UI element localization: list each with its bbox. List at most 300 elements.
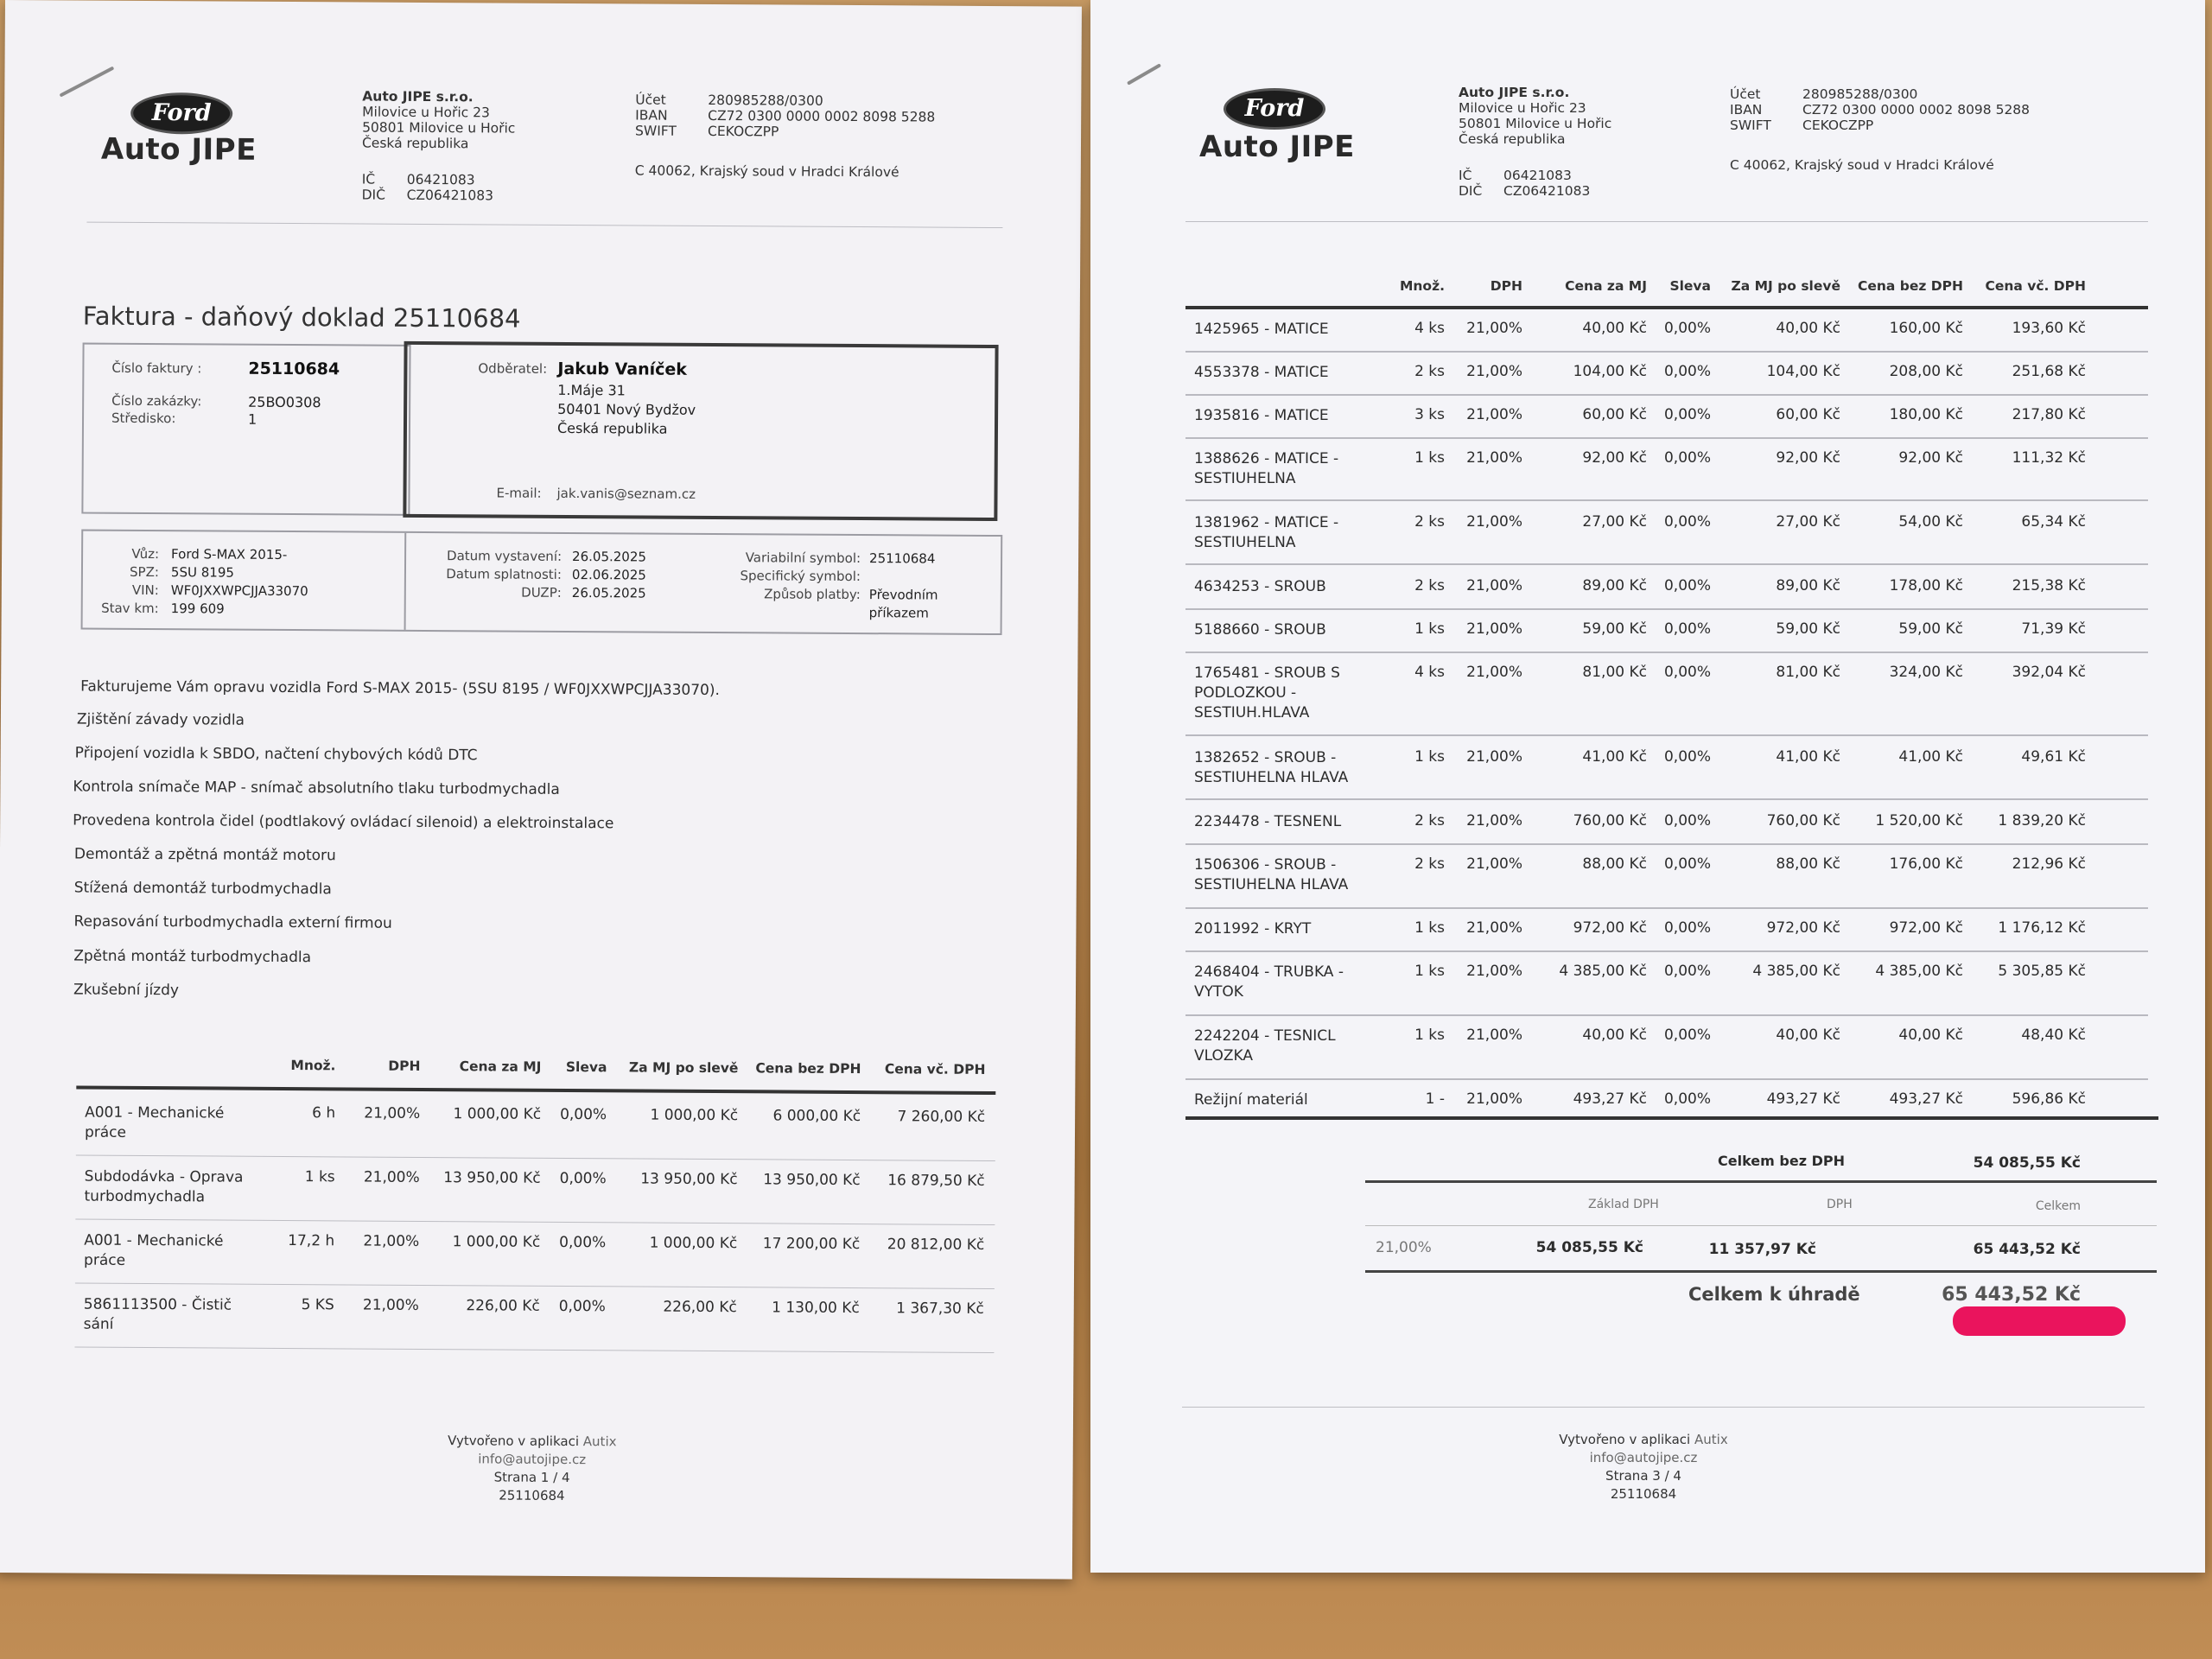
item-cena: 40,00 Kč [1582, 1027, 1647, 1044]
iban-label: IBAN [635, 107, 668, 124]
item-cena: 13 950,00 Kč [443, 1169, 541, 1187]
dph-value: 11 357,97 Kč [1708, 1241, 1816, 1258]
col-mnoz: Množ. [1399, 278, 1445, 294]
item-dph: 21,00% [1466, 363, 1522, 380]
item-po: 27,00 Kč [1776, 513, 1840, 531]
col-sleva: Sleva [1669, 278, 1711, 294]
col-cena-mj: Cena za MJ [1565, 278, 1647, 294]
col-bez-dph: Cena bez DPH [755, 1060, 861, 1077]
footer1-created: Vytvořeno v aplikaci [448, 1433, 580, 1450]
item-vc: 5 305,85 Kč [1998, 963, 2086, 980]
item-po: 59,00 Kč [1776, 620, 1840, 638]
work-step: Provedena kontrola čidel (podtlakový ovládací silenoid) a elektroinstalace [73, 811, 614, 833]
item-name [1194, 748, 1384, 788]
row-divider [1185, 1014, 2148, 1016]
item-name-line1: 4634253 - SROUB [1194, 578, 1326, 595]
item-bez: 1 130,00 Kč [772, 1299, 860, 1318]
item-po: 40,00 Kč [1776, 320, 1840, 337]
cislo-faktury-label: Číslo faktury : [111, 359, 202, 377]
item-dph: 21,00% [1466, 513, 1522, 531]
zp-value-1: Převodním [868, 587, 938, 603]
company-country: Česká republika [361, 135, 469, 152]
ic-value: 06421083 [406, 171, 475, 188]
work-step: Zpětná montáž turbodmychadla [73, 947, 312, 967]
duzp-value: 26.05.2025 [571, 585, 646, 601]
item-bez: 324,00 Kč [1889, 664, 1963, 681]
totals-rule-2 [1365, 1225, 2157, 1226]
court-registration: C 40062, Krajský soud v Hradci Králové [634, 162, 899, 181]
item-vc: 1 176,12 Kč [1998, 919, 2086, 937]
item-qty: 4 ks [1414, 664, 1445, 681]
item-qty: 4 ks [1414, 320, 1445, 337]
item-bez: 41,00 Kč [1898, 748, 1963, 766]
item-po: 60,00 Kč [1776, 406, 1840, 423]
item-name-line2: turbodmychadla [84, 1187, 206, 1206]
item-qty: 2 ks [1414, 363, 1445, 380]
k-uhrade-label: Celkem k úhradě [1688, 1284, 1860, 1305]
item-sleva: 0,00% [1663, 513, 1711, 531]
item-sleva: 0,00% [1663, 620, 1711, 638]
item-sleva: 0,00% [1663, 812, 1711, 830]
work-step: Kontrola snímače MAP - snímač absolutního tlaku turbodmychadla [73, 778, 560, 798]
customer-country: Česká republika [556, 419, 668, 437]
row-divider [1185, 652, 2148, 653]
item-cena: 1 000,00 Kč [453, 1105, 542, 1123]
item-dph: 21,00% [1466, 1090, 1522, 1108]
item-sleva: 0,00% [1663, 577, 1711, 594]
item-name-line1: 2011992 - KRYT [1194, 920, 1312, 938]
item-dph: 21,00% [363, 1168, 420, 1186]
item-po: 41,00 Kč [1776, 748, 1840, 766]
item-sleva: 0,00% [1663, 664, 1711, 681]
info-box-divider [404, 533, 407, 630]
footer1-doc-number: 25110684 [499, 1487, 565, 1503]
ucet-label: Účet [635, 92, 666, 108]
item-vc: 217,80 Kč [2012, 406, 2086, 423]
work-step: Demontáž a zpětná montáž motoru [73, 845, 336, 865]
company-name: Auto JIPE s.r.o. [362, 88, 474, 105]
item-bez: 17 200,00 Kč [762, 1235, 861, 1254]
item-bez: 176,00 Kč [1889, 855, 1963, 873]
footer3-email: info@autojipe.cz [1589, 1450, 1698, 1465]
staple-mark [1127, 63, 1161, 85]
item-name-line1: 1382652 - SROUB - [1194, 749, 1337, 766]
row-divider [1185, 843, 2148, 845]
zaklad-dph-value: 54 085,55 Kč [1535, 1239, 1643, 1256]
col-dph: DPH [1490, 278, 1522, 294]
company-country: Česká republika [1459, 131, 1566, 147]
item-name [1194, 449, 1384, 489]
item-cena: 59,00 Kč [1582, 620, 1647, 638]
item-cena: 104,00 Kč [1573, 363, 1647, 380]
vystaveni-value: 26.05.2025 [572, 549, 647, 565]
item-name [1194, 406, 1384, 426]
work-step: Repasování turbodmychadla externí firmou [73, 912, 392, 932]
item-cena: 226,00 Kč [466, 1297, 540, 1315]
col-za-mj-po-sleve: Za MJ po slevě [628, 1059, 739, 1077]
item-bez: 92,00 Kč [1898, 449, 1963, 467]
item-qty: 1 - [1425, 1090, 1445, 1108]
swift-value: CEKOCZPP [1802, 118, 1874, 133]
company-block [1459, 85, 1611, 147]
table3-bottom-rule [1185, 1116, 2158, 1120]
item-name [84, 1231, 257, 1272]
brand-name: Auto JIPE [100, 131, 257, 168]
item-dph: 21,00% [362, 1296, 419, 1314]
col-mnoz: Množ. [290, 1058, 336, 1074]
celkem-bez-dph-value: 54 085,55 Kč [1973, 1154, 2081, 1172]
item-bez: 1 520,00 Kč [1875, 812, 1963, 830]
item-name [1194, 1090, 1384, 1110]
row-divider [76, 1155, 995, 1161]
item-po: 493,27 Kč [1766, 1090, 1840, 1108]
vehicle-values [171, 545, 308, 619]
footer3-doc-number: 25110684 [1610, 1486, 1677, 1502]
item-sleva: 0,00% [1663, 748, 1711, 766]
item-po: 81,00 Kč [1776, 664, 1840, 681]
vat-rate: 21,00% [1376, 1239, 1432, 1256]
item-qty: 1 ks [1414, 919, 1445, 937]
k-uhrade-value: 65 443,52 Kč [1942, 1284, 2081, 1306]
item-po: 13 950,00 Kč [640, 1170, 738, 1189]
item-qty: 1 ks [1414, 963, 1445, 980]
item-name-line1: 2468404 - TRUBKA - [1194, 963, 1344, 981]
item-sleva: 0,00% [1663, 320, 1711, 337]
item-name-line1: 1935816 - MATICE [1194, 407, 1329, 424]
item-bez: 160,00 Kč [1889, 320, 1963, 337]
item-vc: 392,04 Kč [2012, 664, 2086, 681]
vuz-value: Ford S-MAX 2015- [171, 546, 288, 563]
item-vc: 1 367,30 Kč [896, 1300, 984, 1318]
row-divider [1185, 608, 2148, 610]
vin-value: WF0JXXWPCJJA33070 [170, 582, 308, 600]
item-vc: 16 879,50 Kč [887, 1172, 985, 1190]
swift-label: SWIFT [1730, 118, 1771, 133]
customer-street: 1.Máje 31 [557, 381, 626, 399]
ss-label: Specifický symbol: [740, 568, 861, 585]
ic-label: IČ [1459, 168, 1472, 183]
footer1-app: Autix [582, 1433, 617, 1450]
item-bez: 208,00 Kč [1889, 363, 1963, 380]
item-sleva: 0,00% [1663, 1090, 1711, 1108]
stredisko-value: 1 [247, 410, 257, 428]
payment-highlight-mark [1953, 1306, 2126, 1336]
staple-mark [59, 67, 114, 98]
zp-label: Způsob platby: [764, 586, 861, 603]
item-bez: 4 385,00 Kč [1875, 963, 1963, 980]
item-qty: 2 ks [1414, 812, 1445, 830]
item-bez: 40,00 Kč [1898, 1027, 1963, 1044]
company-name: Auto JIPE s.r.o. [1459, 85, 1570, 100]
item-dph: 21,00% [1466, 577, 1522, 594]
item-bez: 6 000,00 Kč [772, 1107, 861, 1126]
work-step: Připojení vozidla k SBDO, načtení chybových kódů DTC [74, 744, 478, 765]
item-cena: 41,00 Kč [1582, 748, 1647, 766]
item-bez: 180,00 Kč [1889, 406, 1963, 423]
row-divider [74, 1347, 994, 1353]
item-cena: 493,27 Kč [1573, 1090, 1647, 1108]
work-intro: Fakturujeme Vám opravu vozidla Ford S-MAX 2015- (5SU 8195 / WF0JXXWPCJJA33070). [80, 677, 720, 700]
item-dph: 21,00% [1466, 406, 1522, 423]
item-po: 88,00 Kč [1776, 855, 1840, 873]
ford-logo: Ford [130, 92, 232, 135]
vs-value: 25110684 [869, 550, 936, 567]
item-cena: 92,00 Kč [1582, 449, 1647, 467]
km-value: 199 609 [170, 601, 225, 617]
customer-box [403, 341, 998, 521]
item-name [85, 1103, 257, 1144]
item-name-line2: PODLOZKOU - [1194, 684, 1297, 702]
company-ids [362, 172, 494, 204]
row-divider [1185, 563, 2148, 565]
work-step: Zkušební jízdy [73, 981, 180, 1000]
header-divider [1185, 221, 2148, 222]
item-qty: 17,2 h [288, 1232, 335, 1250]
zp-value-2: příkazem [868, 605, 929, 621]
brand-name: Auto JIPE [1199, 130, 1355, 164]
cislo-faktury-value: 25110684 [248, 359, 340, 379]
iban-label: IBAN [1730, 102, 1763, 118]
item-name-line1: 2234478 - TESNENL [1194, 813, 1342, 830]
item-name-line1: A001 - Mechanické [85, 1103, 225, 1122]
item-sleva: 0,00% [1663, 1027, 1711, 1044]
item-sleva: 0,00% [560, 1105, 607, 1124]
company-block [362, 89, 516, 152]
item-name [84, 1295, 257, 1336]
item-vc: 212,96 Kč [2012, 855, 2086, 873]
celkem-label: Celkem [2035, 1199, 2081, 1213]
item-vc: 20 812,00 Kč [887, 1236, 985, 1254]
vehicle-info-box [81, 530, 1003, 636]
item-cena: 81,00 Kč [1582, 664, 1647, 681]
item-name-line2: sání [83, 1315, 114, 1333]
item-name-line1: Subdodávka - Oprava [84, 1167, 244, 1186]
item-cena: 27,00 Kč [1582, 513, 1647, 531]
item-cena: 88,00 Kč [1582, 855, 1647, 873]
item-name-line1: 4553378 - MATICE [1194, 364, 1329, 381]
splatnosti-label: Datum splatnosti: [446, 566, 563, 582]
item-name [84, 1167, 257, 1208]
item-bez: 13 950,00 Kč [763, 1171, 861, 1190]
item-name-line1: 5861113500 - Čistič [83, 1295, 232, 1314]
dic-label: DIČ [1459, 183, 1483, 199]
row-divider [1185, 499, 2148, 501]
col-cena-mj: Cena za MJ [459, 1058, 542, 1075]
ford-logo: Ford [1224, 88, 1325, 130]
totals-rule-1 [1365, 1180, 2157, 1183]
zaklad-dph-label: Základ DPH [1588, 1198, 1659, 1211]
company-addr1: Milovice u Hořic 23 [362, 104, 490, 121]
item-name [1194, 919, 1384, 939]
bank-block [1730, 86, 2030, 133]
swift-label: SWIFT [635, 123, 677, 139]
row-divider [1185, 734, 2148, 736]
col-sleva: Sleva [565, 1058, 607, 1076]
col-vc-dph: Cena vč. DPH [884, 1061, 986, 1077]
item-dph: 21,00% [1466, 664, 1522, 681]
item-name [1194, 664, 1384, 723]
item-vc: 215,38 Kč [2012, 577, 2086, 594]
item-bez: 59,00 Kč [1898, 620, 1963, 638]
ic-label: IČ [361, 171, 376, 188]
item-name-line2: práce [84, 1123, 127, 1141]
date-values [572, 548, 646, 603]
item-name-line1: Režijní materiál [1194, 1091, 1308, 1109]
item-name-line1: 1506306 - SROUB - [1194, 856, 1337, 874]
item-name-line1: 5188660 - SROUB [1194, 621, 1326, 639]
item-qty: 1 ks [1414, 1027, 1445, 1044]
footer-divider [1182, 1407, 2145, 1408]
item-name [1194, 1027, 1384, 1066]
work-step: Stížená demontáž turbodmychadla [73, 879, 332, 899]
item-po: 92,00 Kč [1776, 449, 1840, 467]
item-name-line2: VYTOK [1194, 983, 1243, 1001]
swift-value: CEKOCZPP [708, 123, 779, 140]
item-sleva: 0,00% [558, 1297, 606, 1316]
item-cena: 4 385,00 Kč [1559, 963, 1647, 980]
bank-block [635, 92, 935, 140]
court-registration: C 40062, Krajský soud v Hradci Králové [1730, 157, 1994, 173]
item-name [1194, 363, 1384, 383]
table3-header-rule [1185, 306, 2148, 309]
company-addr2: 50801 Milovice u Hořic [362, 119, 516, 137]
item-cena: 972,00 Kč [1573, 919, 1647, 937]
date-labels [413, 547, 562, 602]
item-name-line2: SESTIUHELNA [1194, 534, 1296, 551]
item-po: 40,00 Kč [1776, 1027, 1840, 1044]
col-za-mj-po-sleve: Za MJ po slevě [1731, 278, 1840, 294]
stredisko-label: Středisko: [111, 410, 176, 427]
item-name-line3: SESTIUH.HLAVA [1194, 704, 1310, 721]
vehicle-labels [90, 545, 160, 618]
item-po: 226,00 Kč [663, 1298, 737, 1317]
work-step: Zjištění závady vozidla [76, 710, 245, 729]
item-bez: 54,00 Kč [1898, 513, 1963, 531]
item-name-line2: práce [84, 1251, 126, 1269]
item-qty: 3 ks [1414, 406, 1445, 423]
item-name [1194, 620, 1384, 640]
item-qty: 6 h [312, 1104, 336, 1122]
dic-label: DIČ [361, 187, 386, 203]
footer1-email: info@autojipe.cz [478, 1451, 587, 1468]
row-divider [1185, 351, 2148, 353]
km-label: Stav km: [101, 600, 159, 617]
item-vc: 193,60 Kč [2012, 320, 2086, 337]
item-dph: 21,00% [1466, 1027, 1522, 1044]
item-vc: 49,61 Kč [2021, 748, 2086, 766]
item-dph: 21,00% [1466, 449, 1522, 467]
dph-label: DPH [1827, 1198, 1853, 1211]
item-name-line1: 1381962 - MATICE - [1194, 514, 1339, 531]
item-po: 1 000,00 Kč [649, 1234, 738, 1253]
invoice-numbers-box [81, 343, 410, 516]
item-cena: 760,00 Kč [1573, 812, 1647, 830]
col-vc-dph: Cena vč. DPH [1985, 278, 2086, 294]
duzp-label: DUZP: [521, 584, 562, 601]
vuz-label: Vůz: [131, 545, 160, 563]
item-sleva: 0,00% [1663, 963, 1711, 980]
row-divider [1185, 394, 2148, 396]
item-po: 972,00 Kč [1766, 919, 1840, 937]
item-sleva: 0,00% [1663, 363, 1711, 380]
item-dph: 21,00% [1466, 748, 1522, 766]
item-bez: 493,27 Kč [1889, 1090, 1963, 1108]
invoice-title: Faktura - daňový doklad 25110684 [82, 301, 521, 334]
item-bez: 972,00 Kč [1889, 919, 1963, 937]
item-qty: 1 ks [1414, 620, 1445, 638]
row-divider [75, 1283, 995, 1289]
customer-label: Odběratel: [478, 360, 548, 377]
item-name [1194, 963, 1384, 1002]
item-vc: 111,32 Kč [2012, 449, 2086, 467]
item-dph: 21,00% [1466, 963, 1522, 980]
item-qty: 1 ks [304, 1168, 335, 1186]
item-sleva: 0,00% [559, 1233, 607, 1252]
item-vc: 7 260,00 Kč [897, 1108, 986, 1126]
row-divider [1185, 798, 2148, 800]
item-dph: 21,00% [364, 1104, 421, 1122]
customer-name: Jakub Vaníček [557, 359, 688, 379]
item-po: 104,00 Kč [1766, 363, 1840, 380]
row-divider [1185, 437, 2148, 439]
item-name [1194, 320, 1384, 340]
item-name-line1: A001 - Mechanické [84, 1231, 224, 1250]
item-name [1194, 513, 1384, 553]
item-qty: 1 ks [1414, 449, 1445, 467]
vin-label: VIN: [131, 582, 159, 599]
spz-value: 5SU 8195 [170, 564, 235, 581]
ucet-value: 280985288/0300 [1802, 86, 1918, 102]
iban-value: CZ72 0300 0000 0002 8098 5288 [708, 107, 936, 125]
item-qty: 5 KS [301, 1296, 334, 1314]
cislo-zakazky-label: Číslo zakázky: [111, 392, 202, 410]
footer3-created: Vytvořeno v aplikaci [1559, 1432, 1691, 1447]
dic-value: CZ06421083 [406, 187, 494, 204]
row-divider [75, 1219, 995, 1225]
item-sleva: 0,00% [1663, 919, 1711, 937]
item-vc: 596,86 Kč [2012, 1090, 2086, 1108]
item-dph: 21,00% [1466, 620, 1522, 638]
item-name-line2: VLOZKA [1194, 1047, 1253, 1065]
customer-city: 50401 Nový Bydžov [557, 400, 696, 418]
col-bez-dph: Cena bez DPH [1857, 278, 1963, 294]
vs-label: Variabilní symbol: [745, 550, 861, 567]
item-vc: 65,34 Kč [2021, 513, 2086, 531]
footer3-page-number: Strana 3 / 4 [1605, 1468, 1681, 1484]
item-cena: 60,00 Kč [1582, 406, 1647, 423]
cislo-zakazky-value: 25BO0308 [248, 393, 321, 411]
item-cena: 1 000,00 Kč [452, 1233, 541, 1251]
item-bez: 178,00 Kč [1889, 577, 1963, 594]
item-sleva: 0,00% [1663, 449, 1711, 467]
item-name-line2: SESTIUHELNA HLAVA [1194, 769, 1349, 786]
header-divider [86, 222, 1002, 228]
dic-value: CZ06421083 [1503, 183, 1591, 199]
item-po: 760,00 Kč [1766, 812, 1840, 830]
item-name [1194, 577, 1384, 597]
item-name-line1: 1388626 - MATICE - [1194, 450, 1339, 467]
ucet-label: Účet [1730, 86, 1761, 102]
company-ids [1459, 168, 1590, 199]
item-name-line1: 2242204 - TESNICL [1194, 1027, 1336, 1045]
col-dph: DPH [388, 1058, 421, 1074]
item-vc: 251,68 Kč [2012, 363, 2086, 380]
ic-value: 06421083 [1503, 168, 1572, 183]
email-label: E-mail: [496, 485, 542, 501]
item-po: 1 000,00 Kč [650, 1106, 739, 1125]
item-cena: 40,00 Kč [1582, 320, 1647, 337]
item-name-line1: 1425965 - MATICE [1194, 321, 1329, 338]
